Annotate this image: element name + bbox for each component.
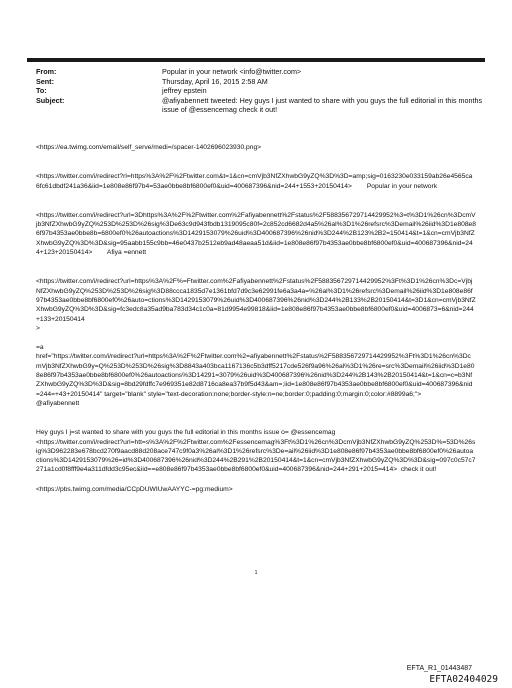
to-label: To: [36, 86, 47, 96]
to-value: jeffrey epstein [162, 86, 207, 96]
bates-reference-1: EFTA_R1_01443487 [406, 665, 472, 672]
redirect-link-block-2 [36, 211, 476, 257]
from-row [36, 67, 486, 77]
from-label: From: [36, 67, 57, 76]
sent-row [36, 77, 486, 87]
bates-reference-2: EFTA02404029 [429, 674, 498, 685]
author-name-text: Afiya =ennett [106, 249, 147, 257]
redirect-link-block-1 [36, 172, 476, 191]
email-body [36, 143, 476, 514]
popular-network-text: Popular in your network [366, 182, 438, 190]
check-it-out-text: check it out! [400, 466, 437, 474]
subject-value: @afiyabennett tweeted: Hey guys I just wanted to share with you guys the full editorial in this months issue of @essencemag check it out! [162, 95, 483, 115]
sent-value: Thursday, April 16, 2015 2:58 AM [162, 76, 268, 86]
spacer-link[interactable]: <https://ea.twimg.com/email/self_serve/medi=/spacer-1402696023930.png> [36, 144, 262, 151]
media-link[interactable]: <https://pbs.twimg.com/media/CCpDUWIUwAAYYC-=pg:medium> [36, 485, 233, 493]
email-header [36, 67, 486, 115]
anchor-html-block[interactable]: =a href="https://twitter.com/i/redirect?url=https%3A%2F%2Ftwitter.com%2=afiyabennett%2Fstatus%2F588356729714429952%3Ft%3D1%26cn%3DcmVjb3NfZXhwbG9y=Q%253D%253D%26sig%3D8843a403bca1167136c5b3dff5217cde526f9a96%26al%3D1%26re=src%3Demail%26iid%3D1e808e86f97b4353ae0bbe8bf6800ef0%26autoactions%3D14291=3079%26uid%3D400687396%26nid%3D244%2B143%2B20150414&t=1&cn=c=b3NfZXhwbG9yZQ%3D%3D&sig=8bd29fdffc7e969351e82d8716ca8ea37b9f5d43&am=;iid=1e808e86f97b4353ae0bbe8bf6800ef0&uid=400687396&nid=244=+43+20150414" target="blank" style="text-decoration:none;border-style:n=ne;border:0;padding:0;margin:0;color:#8899a6;"> @afiyabennett [36, 344, 475, 407]
header-rule [27, 58, 485, 62]
from-value: Popular in your network <info@twitter.com> [162, 67, 302, 76]
redirect-link-2[interactable]: <https://twitter.com/i/redirect?url=3Dhttps%3A%2F%2Ftwitter.com%2Fafiyabennett%2Fstatus%2F588356729714429952%3=t%3D1%26cn%3DcmVjb3NfZXhwbG9yZQ%253D%253D%26sig%3De63c9d943fbdb1319095c80f=2c852cd6682d4a5%26al%3D1%26refsrc%3Demail%26iid%3D1e808e86f97b4353ae0bbe8b=6800ef0%26autoactions%3D1429153079%26uid%3D400687396%26nid%3D244%2B123%2B2=150414&t=1&cn=cmVjb3NfZXhwbG9yZQ%3D%3D&sig=95aabb155c9bb=46e0437b2512eb9ad48aeaa51d&iid=1e808e86f97b4353ae0bbe8bf6800ef0&uid=400687396&nid=244+123+20150414> [36, 211, 476, 257]
tweet-message: Hey guys I j=st wanted to share with you guys the full editorial in this months issue o= @essencemag <https://twitter.com/i/redirect?url=htt=s%3A%2F%2Ftwitter.com%2Fessencemag%3Ft%3D1%26cn%3DcmVjb3NfZXhwbG9yZQ%253D%=53D%26sig%3D962283e678bcd270f9aacd88d208ace747c9f0a3%26al%3D1%26refsrc%3De=ail%26iid%3D1e808e86f97b4353ae0bbe8bf6800ef0%26autoactions%3D1429153079%26=id%3D400687396%26nid%3D244%2B291%2B20150414&t=1&cn=cmVjb3NfZXhwbG9yZQ%3D%3D&sig=097c0c57c7271a1cd0f8fff9e4a311dfdd3c95ec&iid==e808e86f97b4353ae0bbe8bf6800ef0&uid=400687396&nid=244+291+2015=414> [36, 429, 476, 474]
subject-row [36, 96, 486, 115]
tweet-message-block [36, 428, 476, 474]
page-number: 1 [254, 570, 258, 576]
subject-label: Subject: [36, 95, 65, 105]
to-row [36, 86, 486, 96]
redirect-link-3[interactable]: <https://twitter.com/i/redirect?url=https%3A%2F%=Ftwitter.com%2Fafiyabennett%2Fstatus%2F588356729714429952%3Ft%3D1%26cn%3Dc=VjbjNfZXhwbG9yZQ%253D%253D%26sig%3D88ccca1835d7e1361bfd7d9c3e62991fe6a3a4a=%26al%3D1%26refsrc%3Demail%26iid%3D1e808e86f97b4353ae0bbe8bf6800ef0%26auto=ctions%3D1429153079%26uid%3D400687396%26nid%3D244%2B133%2B20150414&t=3D1&cn=cmVjb3NfZXhwbG9yZQ%3D%3D&sig=fc3edc8a35ad9ba783d34c1c0a=81d9954e99818&iid=1e808e86f97b4353ae0bbe8bf6800ef0&uid=4006873=6&nid=244+133+20150414 > [36, 278, 476, 332]
sent-label: Sent: [36, 76, 54, 86]
redirect-link-1[interactable]: <https://twitter.com/i/redirect?rl=https%3A%2F%2Ftwitter.com&t=1&cn=cmVjb3NfZXhwbG9yZQ%3D%3D=amp;sig=0163230e033159ab26e4565ca6fc61dbdf241a36&iid=1e808e86f97b4=53ae0bbe8bf6800ef0&uid=400687396&nid=244+1553+20150414> [36, 173, 473, 190]
